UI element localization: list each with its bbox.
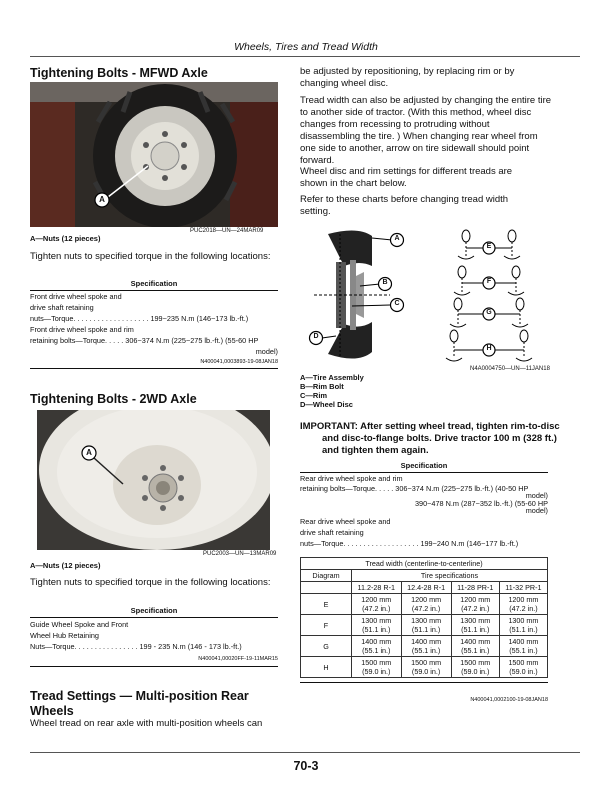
table-doc-ref: N400041,0002100-19-08JAN18: [470, 697, 548, 703]
table-header-tire: Tire specifications: [352, 570, 548, 582]
table-diagram-cell: F: [301, 615, 352, 636]
table-cell: [451, 636, 499, 657]
table-row: [301, 657, 548, 678]
cell-in: (47.2 in.): [509, 604, 538, 613]
mfwd-spec-line: drive shaft retaining: [30, 303, 94, 312]
diagram-legend-item: C—Rim: [300, 391, 328, 400]
tread-settings-heading: Tread Settings — Multi-position Rear Wheels: [30, 689, 249, 718]
table-diagram-cell: E: [301, 594, 352, 615]
table-cell: [352, 657, 402, 678]
twowd-spec-rule: [30, 617, 278, 618]
twowd-spec-line: Wheel Hub Retaining: [30, 631, 99, 640]
table-cell: [499, 594, 547, 615]
rear-spec-line: drive shaft retaining: [300, 528, 364, 537]
table-row: [301, 615, 548, 636]
tread-settings-text-3: Wheel disc and rim settings for different treads are shown in the chart below.: [300, 166, 513, 189]
cell-mm: 1500 mm: [460, 658, 491, 667]
diagram-legend-item: D—Wheel Disc: [300, 400, 353, 409]
twowd-wheel-photo: [37, 410, 270, 550]
table-bottom-rule: [300, 682, 548, 683]
cell-in: (51.1 in.): [411, 625, 441, 634]
table-header-diagram: Diagram: [301, 570, 352, 582]
cell-in: (55.1 in.): [461, 646, 490, 655]
mfwd-spec-line: retaining bolts—Torque. . . . . 306~374 N.m (225~275 lb.-ft.) (55-60 HP: [30, 336, 259, 345]
mfwd-spec-title: Specification: [130, 279, 178, 288]
cell-mm: 1400 mm: [460, 637, 491, 646]
cell-mm: 1400 mm: [508, 637, 539, 646]
twowd-legend: A—Nuts (12 pieces): [30, 561, 101, 570]
table-cell: [451, 615, 499, 636]
diagram-callout-a: A: [394, 235, 400, 242]
rear-spec-line: nuts—Torque. . . . . . . . . . . . . . . . . . . 199~240 N.m (146~177 lb.-ft.): [300, 539, 519, 548]
cell-in: (51.1 in.): [461, 625, 490, 634]
diagram-callout-c: C: [394, 300, 400, 307]
cell-mm: 1300 mm: [361, 616, 392, 625]
mfwd-doc-ref: N400041,0003893-19-08JAN18: [200, 359, 278, 365]
cell-in: (47.2 in.): [411, 604, 441, 613]
cell-in: (59.0 in.): [362, 667, 391, 676]
cell-in: (59.0 in.): [509, 667, 538, 676]
important-note: IMPORTANT: After setting wheel tread, tighten rim-to-disc and disc-to-flange bolts. Drive tractor 100 m (328 ft.) and tighten them again.: [300, 421, 560, 456]
diagram-callout-b: B: [382, 279, 388, 286]
mfwd-section-rule: [30, 368, 278, 369]
twowd-spec-line: Guide Wheel Spoke and Front: [30, 620, 129, 629]
footer-rule: [30, 752, 580, 753]
mfwd-photo-ref: PUC2018—UN—24MAR09: [190, 228, 264, 234]
mfwd-heading: Tightening Bolts - MFWD Axle: [30, 66, 208, 80]
table-title: Tread width (centerline-to-centerline): [301, 558, 548, 570]
table-row: [301, 594, 548, 615]
cell-in: (59.0 in.): [411, 667, 441, 676]
table-cell: [499, 615, 547, 636]
rear-spec-line: Rear drive wheel spoke and: [300, 517, 391, 526]
cell-mm: 1300 mm: [460, 616, 491, 625]
diagram-legend: [300, 373, 364, 409]
cell-mm: 1500 mm: [361, 658, 392, 667]
table-cell: [401, 615, 451, 636]
cell-in: (51.1 in.): [509, 625, 538, 634]
twowd-spec-title: Specification: [130, 606, 178, 615]
table-diagram-cell: G: [301, 636, 352, 657]
mfwd-spec-line: Front drive wheel spoke and: [30, 292, 122, 301]
mfwd-spec-line: Front drive wheel spoke and rim: [30, 325, 134, 334]
cell-in: (51.1 in.): [362, 625, 391, 634]
cell-mm: 1500 mm: [411, 658, 442, 667]
running-header: Wheels, Tires and Tread Width: [234, 41, 378, 53]
tread-width-table: [300, 557, 548, 678]
cell-mm: 1200 mm: [361, 595, 392, 604]
table-cell: [401, 594, 451, 615]
cell-mm: 1400 mm: [411, 637, 442, 646]
table-diagram-cell: H: [301, 657, 352, 678]
cell-in: (55.1 in.): [411, 646, 441, 655]
mfwd-spec-line: nuts—Torque. . . . . . . . . . . . . . . . . . . 199~235 N.m (146~173 lb.-ft.): [30, 314, 249, 323]
cell-in: (55.1 in.): [362, 646, 391, 655]
tread-settings-text-2: Tread width can also be adjusted by changing the entire tire to another side of tractor. (With this method, wheel disc changes from recessing to protruding without disassembling the tire. ) When changing rear wheel from one side to another, arrow on tire sidewall should point forward.: [300, 95, 552, 166]
table-corner: [301, 582, 352, 594]
mfwd-spec-line: model): [255, 347, 278, 356]
diagram-label-h: H: [486, 345, 492, 352]
tread-diagram: [300, 226, 550, 364]
tread-settings-text-1: be adjusted by repositioning, by replacing rim or by changing wheel disc.: [300, 66, 515, 89]
cell-mm: 1200 mm: [460, 595, 491, 604]
tread-settings-text-4: Refer to these charts before changing tread width setting.: [300, 194, 509, 217]
diagram-label-g: G: [486, 309, 492, 316]
table-column-header: 12.4-28 R-1: [401, 582, 451, 594]
twowd-section-rule: [30, 666, 278, 667]
cell-mm: 1200 mm: [508, 595, 539, 604]
cell-mm: 1300 mm: [411, 616, 442, 625]
rear-spec-title: Specification: [400, 461, 448, 470]
cell-in: (55.1 in.): [509, 646, 538, 655]
table-cell: [401, 657, 451, 678]
mfwd-callout-a: A: [99, 195, 105, 204]
table-cell: [352, 615, 402, 636]
cell-mm: 1300 mm: [508, 616, 539, 625]
cell-mm: 1400 mm: [361, 637, 392, 646]
diagram-callout-d: D: [313, 333, 319, 340]
table-cell: [499, 636, 547, 657]
twowd-callout-a: A: [86, 448, 92, 457]
header-rule: [30, 56, 580, 57]
table-cell: [352, 594, 402, 615]
cell-mm: 1200 mm: [411, 595, 442, 604]
diagram-legend-item: A—Tire Assembly: [300, 373, 364, 382]
twowd-intro: Tighten nuts to specified torque in the following locations:: [30, 577, 271, 588]
diagram-label-e: E: [486, 243, 492, 250]
rear-spec-line: model): [525, 506, 548, 515]
rear-spec-line: Rear drive wheel spoke and rim: [300, 474, 403, 483]
rear-spec-line: model): [525, 491, 548, 500]
twowd-doc-ref: N400041,00020FF-19-11MAR15: [198, 656, 278, 662]
diagram-ref: N4A0004750—UN—11JAN18: [470, 366, 550, 372]
mfwd-intro: Tighten nuts to specified torque in the following locations:: [30, 251, 271, 262]
rear-spec-line: 390~478 N.m (287~352 lb.-ft.) (55-60 HP: [414, 499, 548, 508]
table-column-header: 11.2-28 R-1: [352, 582, 402, 594]
page-number: 70-3: [293, 759, 319, 773]
cell-in: (47.2 in.): [461, 604, 490, 613]
rear-spec-line: retaining bolts—Torque. . . . . 306~374 N.m (225~275 lb.-ft.) (40-50 HP: [300, 484, 529, 493]
tread-settings-text-left: Wheel tread on rear axle with multi-position wheels can: [30, 718, 263, 729]
twowd-photo-ref: PUC2003—UN—13MAR09: [203, 551, 277, 557]
table-row: [301, 636, 548, 657]
table-column-header: 11-28 PR-1: [451, 582, 499, 594]
cell-in: (59.0 in.): [461, 667, 490, 676]
table-cell: [352, 636, 402, 657]
twowd-heading: Tightening Bolts - 2WD Axle: [30, 392, 197, 406]
diagram-label-f: F: [486, 278, 492, 285]
table-cell: [499, 657, 547, 678]
diagram-legend-item: B—Rim Bolt: [300, 382, 344, 391]
table-column-header: 11-32 PR-1: [499, 582, 547, 594]
twowd-spec-line: Nuts—Torque. . . . . . . . . . . . . . . . 199 - 235 N.m (146 - 173 lb.-ft.): [30, 642, 242, 651]
table-cell: [451, 657, 499, 678]
mfwd-legend: A—Nuts (12 pieces): [30, 234, 101, 243]
cell-mm: 1500 mm: [508, 658, 539, 667]
cell-in: (47.2 in.): [362, 604, 391, 613]
table-cell: [401, 636, 451, 657]
table-cell: [451, 594, 499, 615]
mfwd-wheel-photo: [30, 82, 278, 227]
